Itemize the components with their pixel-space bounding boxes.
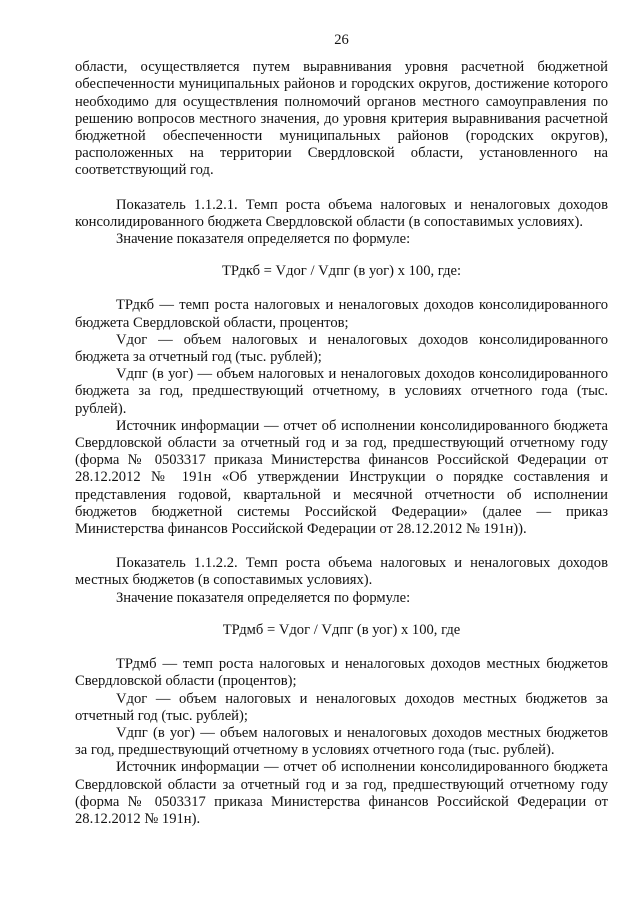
indicator-2-heading: Показатель 1.1.2.2. Темп роста объема налоговых и неналоговых доходов местных бюджетов (в сопоставимых условиях). — [75, 555, 608, 589]
spacer — [75, 180, 608, 197]
indicator-1-definition-2: Vдог — объем налоговых и неналоговых доходов консолидированного бюджета за отчетный год (тыс. рублей); — [75, 331, 608, 366]
spacer — [75, 538, 608, 555]
page-number: 26 — [334, 32, 349, 48]
indicator-2-source: Источник информации — отчет об исполнении консолидированного бюджета Свердловской области за отчетный год и за год, предшествующий отчетному году (форма № 0503317 приказа Министерства финансов Российской Федерации от 28.12.2012 № 191н). — [75, 759, 608, 827]
indicator-2-definition-3: Vдпг (в уог) — объем налоговых и неналоговых доходов местных бюджетов за год, предшествующий отчетному в условиях отчетного года (тыс. рублей). — [75, 724, 608, 759]
indicator-2-definition-2: Vдог — объем налоговых и неналоговых доходов местных бюджетов за отчетный год (тыс. рублей); — [75, 690, 608, 724]
indicator-2-definition-1: ТРдмб — темп роста налоговых и неналоговых доходов местных бюджетов Свердловской области (процентов); — [75, 656, 608, 690]
indicator-1-definition-3: Vдпг (в уог) — объем налоговых и неналоговых доходов консолидированного бюджета за год, предшествующий отчетному, в условиях отчетного года (тыс. рублей). — [75, 366, 608, 417]
indicator-2-intro: Значение показателя определяется по формуле: — [116, 589, 411, 606]
indicator-1-heading: Показатель 1.1.2.1. Темп роста объема налоговых и неналоговых доходов консолидированного бюджета Свердловской области (в сопоставимых условиях). — [75, 196, 608, 230]
indicator-2-formula: ТРдмб = Vдог / Vдпг (в уог) x 100, где — [222, 621, 461, 638]
indicator-1-definition-1: ТРдкб — темп роста налоговых и неналоговых доходов консолидированного бюджета Свердловской области, процентов; — [75, 297, 608, 331]
indicator-1-source: Источник информации — отчет об исполнении консолидированного бюджета Свердловской области за отчетный год и за год, предшествующий отчетному году (форма № 0503317 приказа Министерства финансов Российской Федерации от 28.12.2012 № 191н «Об утверждении Инструкции о порядке составления и представления годовой, квартальной и месячной отчетности об исполнении бюджетов бюджетной системы Российской Федерации» (далее — приказ Министерства финансов Российской Федерации от 28.12.2012 № 191н)). — [75, 417, 608, 538]
indicator-1-formula: ТРдкб = Vдог / Vдпг (в уог) x 100, где: — [221, 263, 462, 280]
indicator-1-intro: Значение показателя определяется по формуле: — [116, 231, 411, 248]
paragraph-continuation: области, осуществляется путем выравнивания уровня расчетной бюджетной обеспеченности муниципальных районов и городских округов, достижение которого необходимо для осуществления полномочий органов местного самоуправления по решению вопросов местного значения, до уровня критерия выравнивания расчетной бюджетной обеспеченности муниципальных районов (городских округов), расположенных на территории Свердловской области, установленного на соответствующий год. — [75, 59, 608, 179]
